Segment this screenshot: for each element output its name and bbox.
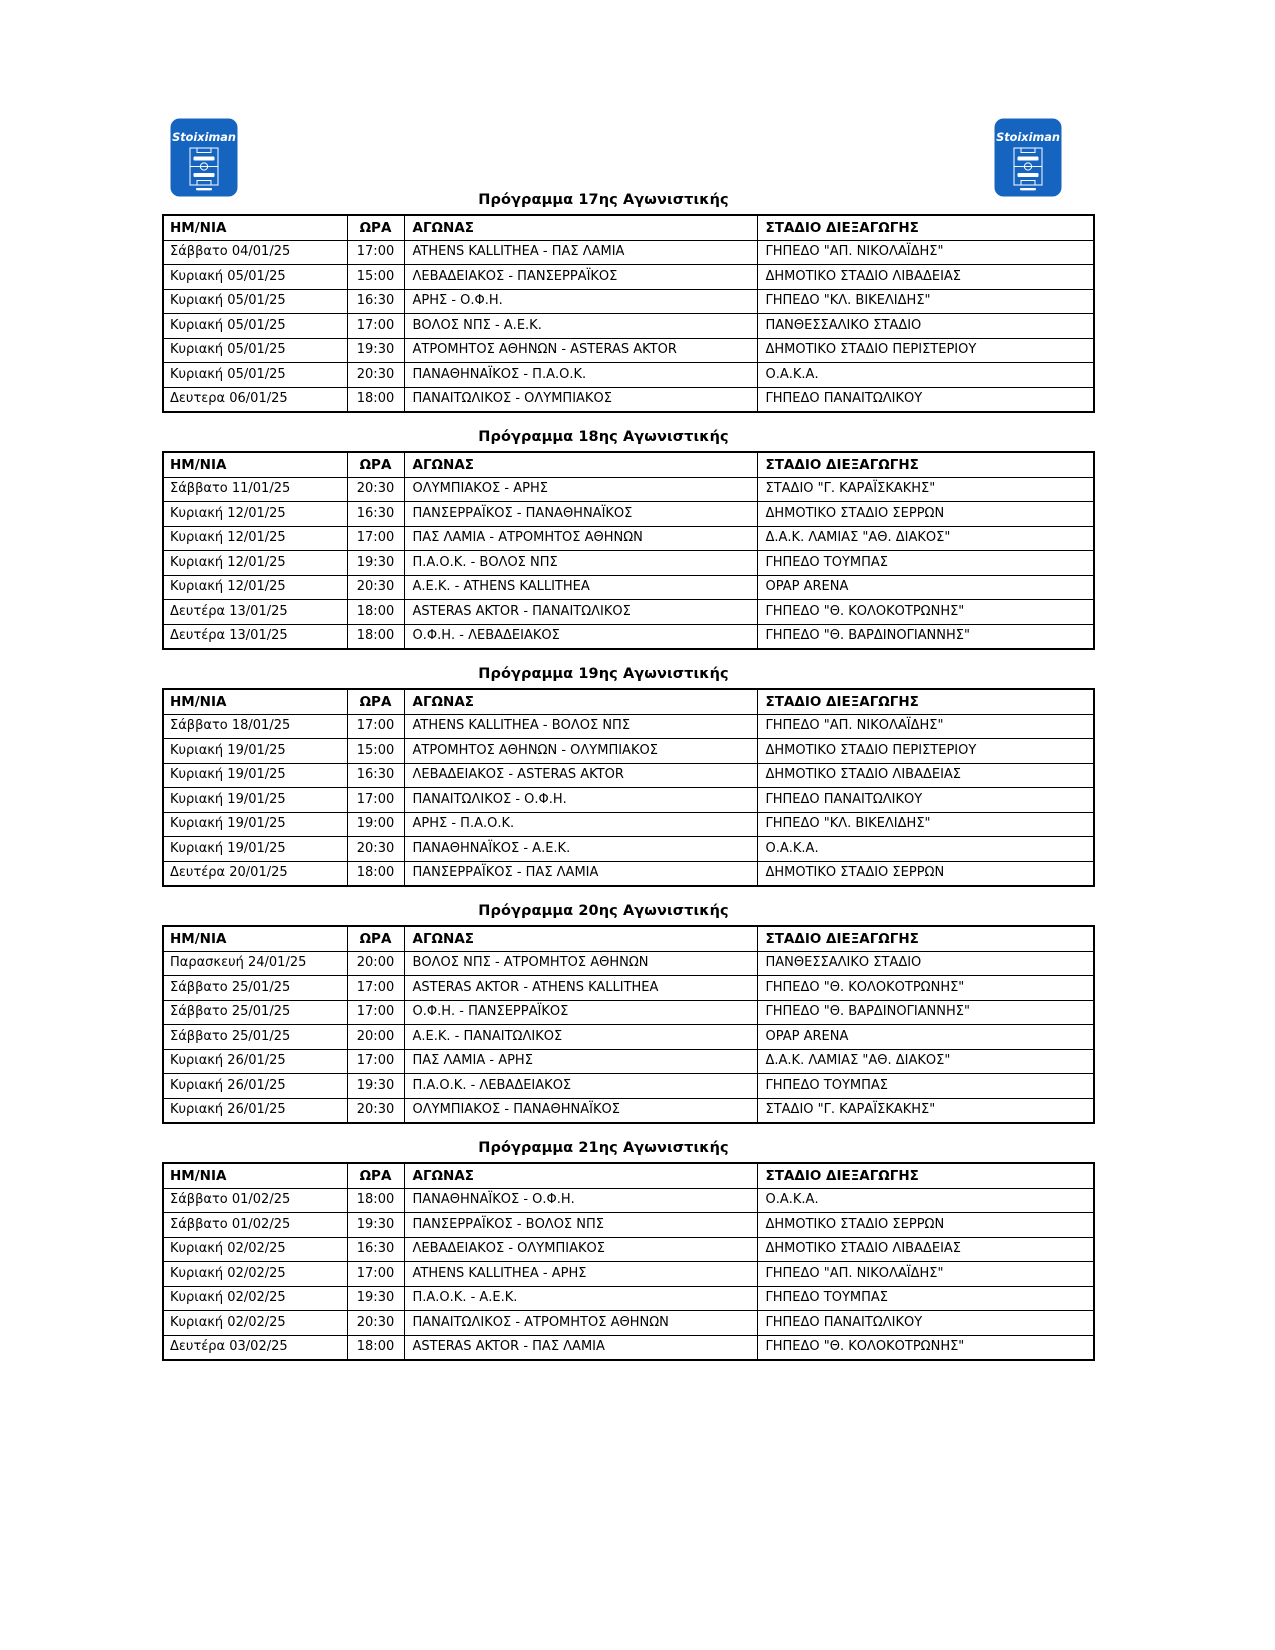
stadium-cell: ΠΑΝΘΕΣΣΑΛΙΚΟ ΣΤΑΔΙΟ xyxy=(757,314,1094,339)
date-cell: Κυριακή 02/02/25 xyxy=(163,1311,347,1336)
stoiximan-logo-left xyxy=(170,118,238,197)
column-header-time: ΩΡΑ xyxy=(347,689,404,714)
schedule-sections xyxy=(162,192,1095,1377)
time-cell: 20:00 xyxy=(347,951,404,976)
match-cell: Π.Α.Ο.Κ. - Α.Ε.Κ. xyxy=(404,1286,757,1311)
table-row xyxy=(163,1025,1094,1050)
section-title: Πρόγραμμα 20ης Αγωνιστικής xyxy=(478,903,729,919)
stadium-cell: ΔΗΜΟΤΙΚΟ ΣΤΑΔΙΟ ΛΙΒΑΔΕΙΑΣ xyxy=(757,763,1094,788)
time-cell: 15:00 xyxy=(347,739,404,764)
time-cell: 17:00 xyxy=(347,1000,404,1025)
stadium-cell: Ο.Α.Κ.Α. xyxy=(757,1188,1094,1213)
time-cell: 17:00 xyxy=(347,1262,404,1287)
match-cell: Α.Ε.Κ. - ΠΑΝΑΙΤΩΛΙΚΟΣ xyxy=(404,1025,757,1050)
date-cell: Κυριακή 19/01/25 xyxy=(163,837,347,862)
column-header-match: ΑΓΩΝΑΣ xyxy=(404,452,757,477)
table-row xyxy=(163,1237,1094,1262)
table-row xyxy=(163,1098,1094,1123)
date-cell: Δευτέρα 20/01/25 xyxy=(163,861,347,886)
stadium-cell: ΔΗΜΟΤΙΚΟ ΣΤΑΔΙΟ ΣΕΡΡΩΝ xyxy=(757,502,1094,527)
header-row xyxy=(163,1163,1094,1188)
section-title: Πρόγραμμα 19ης Αγωνιστικής xyxy=(478,666,729,682)
date-cell: Κυριακή 05/01/25 xyxy=(163,314,347,339)
match-cell: ΟΛΥΜΠΙΑΚΟΣ - ΠΑΝΑΘΗΝΑΪΚΟΣ xyxy=(404,1098,757,1123)
date-cell: Κυριακή 26/01/25 xyxy=(163,1098,347,1123)
matchday-section xyxy=(162,666,1095,887)
column-header-date: ΗΜ/ΝΙΑ xyxy=(163,926,347,951)
table-row xyxy=(163,837,1094,862)
stadium-cell: Δ.Α.Κ. ΛΑΜΙΑΣ "ΑΘ. ΔΙΑΚΟΣ" xyxy=(757,526,1094,551)
date-cell: Κυριακή 12/01/25 xyxy=(163,526,347,551)
date-cell: Σάββατο 25/01/25 xyxy=(163,1025,347,1050)
table-row xyxy=(163,861,1094,886)
header-row xyxy=(163,689,1094,714)
stadium-cell: ΔΗΜΟΤΙΚΟ ΣΤΑΔΙΟ ΣΕΡΡΩΝ xyxy=(757,1213,1094,1238)
time-cell: 19:00 xyxy=(347,812,404,837)
match-cell: Ο.Φ.Η. - ΛΕΒΑΔΕΙΑΚΟΣ xyxy=(404,624,757,649)
match-cell: ATHENS KALLITHEA - ΒΟΛΟΣ ΝΠΣ xyxy=(404,714,757,739)
match-cell: Π.Α.Ο.Κ. - ΛΕΒΑΔΕΙΑΚΟΣ xyxy=(404,1074,757,1099)
match-cell: ΠΑΝΑΘΗΝΑΪΚΟΣ - Ο.Φ.Η. xyxy=(404,1188,757,1213)
match-cell: ΟΛΥΜΠΙΑΚΟΣ - ΑΡΗΣ xyxy=(404,477,757,502)
section-title: Πρόγραμμα 21ης Αγωνιστικής xyxy=(478,1140,729,1156)
schedule-table xyxy=(162,925,1095,1124)
section-title: Πρόγραμμα 18ης Αγωνιστικής xyxy=(478,429,729,445)
matchday-section xyxy=(162,903,1095,1124)
stadium-cell: ΓΗΠΕΔΟ ΤΟΥΜΠΑΣ xyxy=(757,1286,1094,1311)
date-cell: Παρασκευή 24/01/25 xyxy=(163,951,347,976)
date-cell: Κυριακή 05/01/25 xyxy=(163,363,347,388)
matchday-section xyxy=(162,429,1095,650)
date-cell: Κυριακή 02/02/25 xyxy=(163,1262,347,1287)
table-row xyxy=(163,1049,1094,1074)
match-cell: Ο.Φ.Η. - ΠΑΝΣΕΡΡΑΪΚΟΣ xyxy=(404,1000,757,1025)
time-cell: 19:30 xyxy=(347,551,404,576)
time-cell: 19:30 xyxy=(347,1074,404,1099)
date-cell: Κυριακή 26/01/25 xyxy=(163,1049,347,1074)
column-header-stadium: ΣΤΑΔΙΟ ΔΙΕΞΑΓΩΓΗΣ xyxy=(757,926,1094,951)
table-row xyxy=(163,976,1094,1001)
date-cell: Σάββατο 25/01/25 xyxy=(163,976,347,1001)
date-cell: Κυριακή 05/01/25 xyxy=(163,265,347,290)
column-header-match: ΑΓΩΝΑΣ xyxy=(404,689,757,714)
stadium-cell: ΔΗΜΟΤΙΚΟ ΣΤΑΔΙΟ ΛΙΒΑΔΕΙΑΣ xyxy=(757,265,1094,290)
match-cell: ΒΟΛΟΣ ΝΠΣ - ΑΤΡΟΜΗΤΟΣ ΑΘΗΝΩΝ xyxy=(404,951,757,976)
schedule-table xyxy=(162,1162,1095,1361)
table-row xyxy=(163,951,1094,976)
match-cell: ΠΑΝΣΕΡΡΑΪΚΟΣ - ΒΟΛΟΣ ΝΠΣ xyxy=(404,1213,757,1238)
table-row xyxy=(163,1335,1094,1360)
match-cell: ASTERAS AKTOR - ΠΑΝΑΙΤΩΛΙΚΟΣ xyxy=(404,600,757,625)
table-row xyxy=(163,788,1094,813)
stadium-cell: ΓΗΠΕΔΟ "Θ. ΒΑΡΔΙΝΟΓΙΑΝΝΗΣ" xyxy=(757,624,1094,649)
match-cell: ΠΑΝΑΙΤΩΛΙΚΟΣ - ΟΛΥΜΠΙΑΚΟΣ xyxy=(404,387,757,412)
stadium-cell: ΓΗΠΕΔΟ "ΑΠ. ΝΙΚΟΛΑΪΔΗΣ" xyxy=(757,1262,1094,1287)
table-row xyxy=(163,624,1094,649)
time-cell: 20:30 xyxy=(347,1311,404,1336)
date-cell: Κυριακή 05/01/25 xyxy=(163,338,347,363)
table-row xyxy=(163,1262,1094,1287)
match-cell: ΠΑΝΑΙΤΩΛΙΚΟΣ - ΑΤΡΟΜΗΤΟΣ ΑΘΗΝΩΝ xyxy=(404,1311,757,1336)
time-cell: 16:30 xyxy=(347,1237,404,1262)
stadium-cell: OPAP ARENA xyxy=(757,1025,1094,1050)
time-cell: 20:30 xyxy=(347,363,404,388)
time-cell: 20:30 xyxy=(347,575,404,600)
stadium-cell: ΓΗΠΕΔΟ "ΚΛ. ΒΙΚΕΛΙΔΗΣ" xyxy=(757,289,1094,314)
time-cell: 17:00 xyxy=(347,526,404,551)
stadium-cell: ΠΑΝΘΕΣΣΑΛΙΚΟ ΣΤΑΔΙΟ xyxy=(757,951,1094,976)
time-cell: 20:30 xyxy=(347,837,404,862)
date-cell: Σάββατο 01/02/25 xyxy=(163,1188,347,1213)
time-cell: 17:00 xyxy=(347,314,404,339)
time-cell: 18:00 xyxy=(347,600,404,625)
stadium-cell: OPAP ARENA xyxy=(757,575,1094,600)
table-row xyxy=(163,363,1094,388)
stadium-cell: Δ.Α.Κ. ΛΑΜΙΑΣ "ΑΘ. ΔΙΑΚΟΣ" xyxy=(757,1049,1094,1074)
column-header-time: ΩΡΑ xyxy=(347,215,404,240)
time-cell: 18:00 xyxy=(347,1188,404,1213)
match-cell: ASTERAS AKTOR - ATHENS KALLITHEA xyxy=(404,976,757,1001)
date-cell: Δευτέρα 13/01/25 xyxy=(163,600,347,625)
time-cell: 19:30 xyxy=(347,338,404,363)
stadium-cell: ΓΗΠΕΔΟ ΤΟΥΜΠΑΣ xyxy=(757,1074,1094,1099)
time-cell: 16:30 xyxy=(347,763,404,788)
table-row xyxy=(163,551,1094,576)
table-row xyxy=(163,240,1094,265)
match-cell: ATHENS KALLITHEA - ΑΡΗΣ xyxy=(404,1262,757,1287)
match-cell: ATHENS KALLITHEA - ΠΑΣ ΛΑΜΙΑ xyxy=(404,240,757,265)
column-header-date: ΗΜ/ΝΙΑ xyxy=(163,689,347,714)
date-cell: Κυριακή 12/01/25 xyxy=(163,575,347,600)
stadium-cell: ΔΗΜΟΤΙΚΟ ΣΤΑΔΙΟ ΣΕΡΡΩΝ xyxy=(757,861,1094,886)
time-cell: 18:00 xyxy=(347,1335,404,1360)
match-cell: ΒΟΛΟΣ ΝΠΣ - Α.Ε.Κ. xyxy=(404,314,757,339)
date-cell: Κυριακή 12/01/25 xyxy=(163,551,347,576)
time-cell: 18:00 xyxy=(347,387,404,412)
stadium-cell: ΓΗΠΕΔΟ "Θ. ΚΟΛΟΚΟΤΡΩΝΗΣ" xyxy=(757,976,1094,1001)
time-cell: 15:00 xyxy=(347,265,404,290)
time-cell: 20:30 xyxy=(347,1098,404,1123)
stadium-cell: ΔΗΜΟΤΙΚΟ ΣΤΑΔΙΟ ΠΕΡΙΣΤΕΡΙΟΥ xyxy=(757,338,1094,363)
match-cell: ΛΕΒΑΔΕΙΑΚΟΣ - ΟΛΥΜΠΙΑΚΟΣ xyxy=(404,1237,757,1262)
time-cell: 20:30 xyxy=(347,477,404,502)
stoiximan-logo-right xyxy=(994,118,1062,197)
time-cell: 19:30 xyxy=(347,1213,404,1238)
table-row xyxy=(163,289,1094,314)
stadium-cell: ΓΗΠΕΔΟ "Θ. ΚΟΛΟΚΟΤΡΩΝΗΣ" xyxy=(757,600,1094,625)
table-row xyxy=(163,1213,1094,1238)
time-cell: 19:30 xyxy=(347,1286,404,1311)
match-cell: ASTERAS AKTOR - ΠΑΣ ΛΑΜΙΑ xyxy=(404,1335,757,1360)
date-cell: Κυριακή 19/01/25 xyxy=(163,739,347,764)
date-cell: Κυριακή 05/01/25 xyxy=(163,289,347,314)
column-header-match: ΑΓΩΝΑΣ xyxy=(404,1163,757,1188)
schedule-table xyxy=(162,214,1095,413)
stadium-cell: ΔΗΜΟΤΙΚΟ ΣΤΑΔΙΟ ΛΙΒΑΔΕΙΑΣ xyxy=(757,1237,1094,1262)
table-row xyxy=(163,739,1094,764)
date-cell: Κυριακή 02/02/25 xyxy=(163,1237,347,1262)
date-cell: Κυριακή 12/01/25 xyxy=(163,502,347,527)
table-row xyxy=(163,1000,1094,1025)
date-cell: Κυριακή 19/01/25 xyxy=(163,763,347,788)
time-cell: 20:00 xyxy=(347,1025,404,1050)
stadium-cell: ΓΗΠΕΔΟ ΤΟΥΜΠΑΣ xyxy=(757,551,1094,576)
column-header-stadium: ΣΤΑΔΙΟ ΔΙΕΞΑΓΩΓΗΣ xyxy=(757,215,1094,240)
table-row xyxy=(163,1311,1094,1336)
stadium-cell: ΔΗΜΟΤΙΚΟ ΣΤΑΔΙΟ ΠΕΡΙΣΤΕΡΙΟΥ xyxy=(757,739,1094,764)
match-cell: ΛΕΒΑΔΕΙΑΚΟΣ - ΠΑΝΣΕΡΡΑΪΚΟΣ xyxy=(404,265,757,290)
date-cell: Δευτέρα 13/01/25 xyxy=(163,624,347,649)
date-cell: Σάββατο 18/01/25 xyxy=(163,714,347,739)
table-row xyxy=(163,502,1094,527)
stadium-cell: ΣΤΑΔΙΟ "Γ. ΚΑΡΑΪΣΚΑΚΗΣ" xyxy=(757,477,1094,502)
column-header-match: ΑΓΩΝΑΣ xyxy=(404,926,757,951)
column-header-date: ΗΜ/ΝΙΑ xyxy=(163,215,347,240)
stadium-cell: Ο.Α.Κ.Α. xyxy=(757,363,1094,388)
table-row xyxy=(163,314,1094,339)
date-cell: Σάββατο 25/01/25 xyxy=(163,1000,347,1025)
date-cell: Σάββατο 01/02/25 xyxy=(163,1213,347,1238)
table-row xyxy=(163,526,1094,551)
header-row xyxy=(163,452,1094,477)
logo-brand-text: Stoiximan xyxy=(996,131,1060,144)
match-cell: ΑΡΗΣ - Ο.Φ.Η. xyxy=(404,289,757,314)
matchday-section xyxy=(162,1140,1095,1361)
match-cell: ΑΤΡΟΜΗΤΟΣ ΑΘΗΝΩΝ - ΟΛΥΜΠΙΑΚΟΣ xyxy=(404,739,757,764)
table-row xyxy=(163,714,1094,739)
date-cell: Σάββατο 11/01/25 xyxy=(163,477,347,502)
stadium-cell: ΓΗΠΕΔΟ ΠΑΝΑΙΤΩΛΙΚΟΥ xyxy=(757,387,1094,412)
match-cell: Π.Α.Ο.Κ. - ΒΟΛΟΣ ΝΠΣ xyxy=(404,551,757,576)
match-cell: ΑΤΡΟΜΗΤΟΣ ΑΘΗΝΩΝ - ASTERAS AKTOR xyxy=(404,338,757,363)
column-header-match: ΑΓΩΝΑΣ xyxy=(404,215,757,240)
table-row xyxy=(163,1074,1094,1099)
table-row xyxy=(163,600,1094,625)
time-cell: 17:00 xyxy=(347,1049,404,1074)
column-header-stadium: ΣΤΑΔΙΟ ΔΙΕΞΑΓΩΓΗΣ xyxy=(757,452,1094,477)
stadium-cell: ΓΗΠΕΔΟ "ΑΠ. ΝΙΚΟΛΑΪΔΗΣ" xyxy=(757,714,1094,739)
date-cell: Κυριακή 19/01/25 xyxy=(163,788,347,813)
header-row xyxy=(163,926,1094,951)
stadium-cell: ΓΗΠΕΔΟ ΠΑΝΑΙΤΩΛΙΚΟΥ xyxy=(757,1311,1094,1336)
date-cell: Κυριακή 02/02/25 xyxy=(163,1286,347,1311)
matchday-section xyxy=(162,192,1095,413)
time-cell: 17:00 xyxy=(347,976,404,1001)
date-cell: Κυριακή 19/01/25 xyxy=(163,812,347,837)
time-cell: 17:00 xyxy=(347,240,404,265)
time-cell: 16:30 xyxy=(347,502,404,527)
table-row xyxy=(163,338,1094,363)
date-cell: Δευτέρα 03/02/25 xyxy=(163,1335,347,1360)
time-cell: 18:00 xyxy=(347,624,404,649)
date-cell: Κυριακή 26/01/25 xyxy=(163,1074,347,1099)
stadium-cell: ΓΗΠΕΔΟ "Θ. ΚΟΛΟΚΟΤΡΩΝΗΣ" xyxy=(757,1335,1094,1360)
match-cell: ΠΑΝΑΙΤΩΛΙΚΟΣ - Ο.Φ.Η. xyxy=(404,788,757,813)
column-header-date: ΗΜ/ΝΙΑ xyxy=(163,452,347,477)
stadium-cell: ΣΤΑΔΙΟ "Γ. ΚΑΡΑΪΣΚΑΚΗΣ" xyxy=(757,1098,1094,1123)
stadium-cell: Ο.Α.Κ.Α. xyxy=(757,837,1094,862)
table-row xyxy=(163,387,1094,412)
time-cell: 17:00 xyxy=(347,714,404,739)
table-row xyxy=(163,477,1094,502)
schedule-table xyxy=(162,688,1095,887)
time-cell: 18:00 xyxy=(347,861,404,886)
logo-brand-text: Stoiximan xyxy=(172,131,236,144)
column-header-stadium: ΣΤΑΔΙΟ ΔΙΕΞΑΓΩΓΗΣ xyxy=(757,1163,1094,1188)
match-cell: ΠΑΝΣΕΡΡΑΪΚΟΣ - ΠΑΝΑΘΗΝΑΪΚΟΣ xyxy=(404,502,757,527)
match-cell: ΠΑΝΑΘΗΝΑΪΚΟΣ - Α.Ε.Κ. xyxy=(404,837,757,862)
table-row xyxy=(163,575,1094,600)
match-cell: ΠΑΣ ΛΑΜΙΑ - ΑΤΡΟΜΗΤΟΣ ΑΘΗΝΩΝ xyxy=(404,526,757,551)
table-row xyxy=(163,1188,1094,1213)
match-cell: ΑΡΗΣ - Π.Α.Ο.Κ. xyxy=(404,812,757,837)
stadium-cell: ΓΗΠΕΔΟ "ΑΠ. ΝΙΚΟΛΑΪΔΗΣ" xyxy=(757,240,1094,265)
match-cell: ΠΑΝΑΘΗΝΑΪΚΟΣ - Π.Α.Ο.Κ. xyxy=(404,363,757,388)
header-row xyxy=(163,215,1094,240)
section-title: Πρόγραμμα 17ης Αγωνιστικής xyxy=(478,192,729,208)
time-cell: 17:00 xyxy=(347,788,404,813)
match-cell: ΛΕΒΑΔΕΙΑΚΟΣ - ASTERAS AKTOR xyxy=(404,763,757,788)
table-row xyxy=(163,812,1094,837)
table-row xyxy=(163,265,1094,290)
match-cell: ΠΑΣ ΛΑΜΙΑ - ΑΡΗΣ xyxy=(404,1049,757,1074)
match-cell: Α.Ε.Κ. - ATHENS KALLITHEA xyxy=(404,575,757,600)
date-cell: Σάββατο 04/01/25 xyxy=(163,240,347,265)
column-header-stadium: ΣΤΑΔΙΟ ΔΙΕΞΑΓΩΓΗΣ xyxy=(757,689,1094,714)
schedule-table xyxy=(162,451,1095,650)
stadium-cell: ΓΗΠΕΔΟ "ΚΛ. ΒΙΚΕΛΙΔΗΣ" xyxy=(757,812,1094,837)
date-cell: Δευτερα 06/01/25 xyxy=(163,387,347,412)
stadium-cell: ΓΗΠΕΔΟ "Θ. ΒΑΡΔΙΝΟΓΙΑΝΝΗΣ" xyxy=(757,1000,1094,1025)
table-row xyxy=(163,763,1094,788)
stadium-cell: ΓΗΠΕΔΟ ΠΑΝΑΙΤΩΛΙΚΟΥ xyxy=(757,788,1094,813)
column-header-time: ΩΡΑ xyxy=(347,452,404,477)
column-header-time: ΩΡΑ xyxy=(347,926,404,951)
column-header-date: ΗΜ/ΝΙΑ xyxy=(163,1163,347,1188)
time-cell: 16:30 xyxy=(347,289,404,314)
table-row xyxy=(163,1286,1094,1311)
column-header-time: ΩΡΑ xyxy=(347,1163,404,1188)
match-cell: ΠΑΝΣΕΡΡΑΪΚΟΣ - ΠΑΣ ΛΑΜΙΑ xyxy=(404,861,757,886)
